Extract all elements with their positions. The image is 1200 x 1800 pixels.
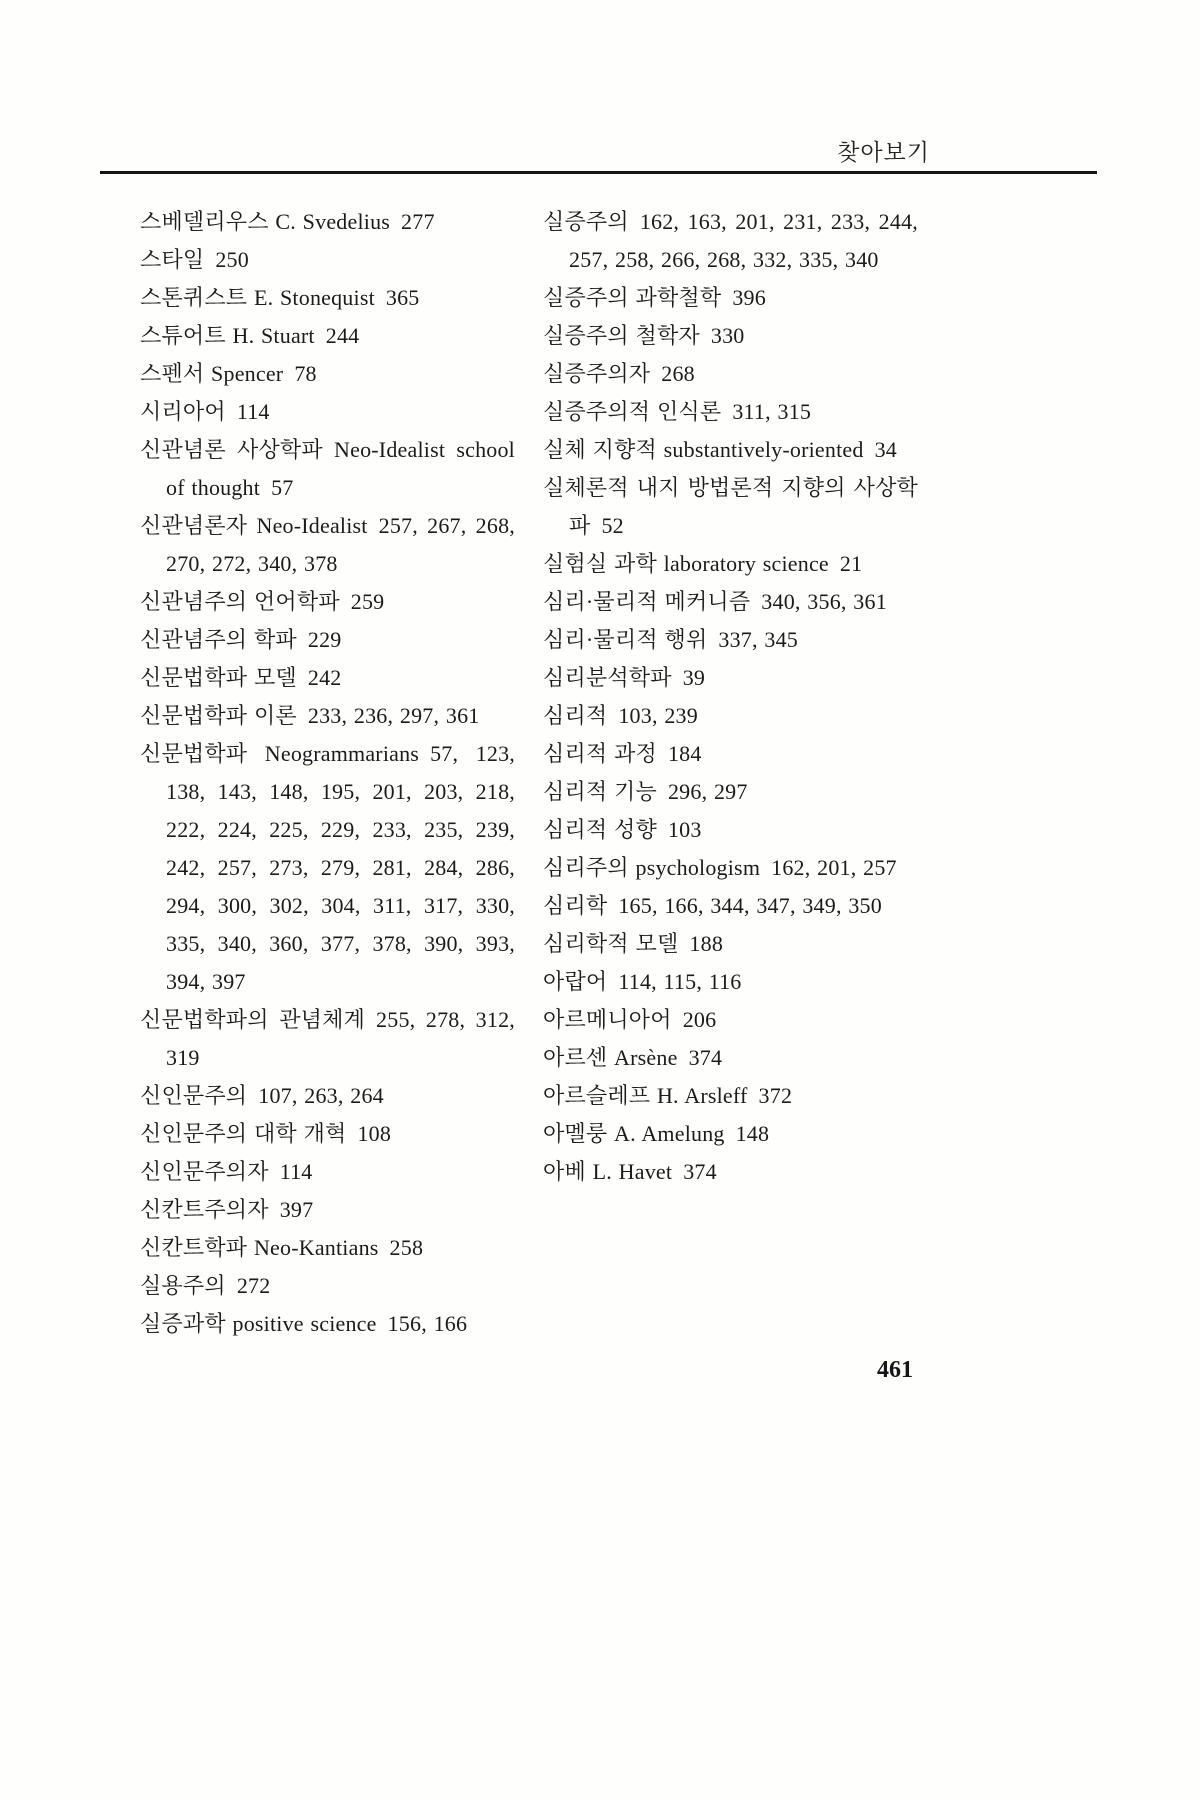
index-page-numbers: 114 xyxy=(279,1159,313,1184)
index-page-numbers: 184 xyxy=(667,741,702,766)
index-term: 신관념론자 Neo-Idealist xyxy=(140,513,368,538)
index-entry xyxy=(140,1115,515,1153)
index-page-numbers: 250 xyxy=(215,247,249,272)
index-term: 스타일 xyxy=(140,247,205,272)
index-entry xyxy=(543,925,918,963)
index-entry xyxy=(543,355,918,393)
index-term: 신문법학파 Neogrammarians xyxy=(140,741,420,766)
index-entry xyxy=(543,203,918,279)
index-page-numbers: 372 xyxy=(758,1083,793,1108)
index-column-left xyxy=(140,203,515,1343)
index-term: 신문법학파 모델 xyxy=(140,665,297,690)
index-entry xyxy=(543,963,918,1001)
index-entry xyxy=(140,1267,515,1305)
index-entry xyxy=(140,735,515,1001)
index-term: 스톤퀴스트 E. Stonequist xyxy=(140,285,375,310)
index-page-numbers: 268 xyxy=(661,361,695,386)
index-term: 스펜서 Spencer xyxy=(140,361,284,386)
index-page-numbers: 272 xyxy=(236,1273,271,1298)
index-term: 심리분석학파 xyxy=(543,665,672,690)
index-page-numbers: 396 xyxy=(732,285,766,310)
index-page-numbers: 108 xyxy=(357,1121,392,1146)
index-entry xyxy=(140,1305,515,1343)
index-entry xyxy=(140,621,515,659)
index-page-numbers: 57, 123, 138, 143, 148, 195, 201, 203, 218, 222, 224, 225, 229, 233, 235, 239, 242, 257, 273, 279, 281, 284, 286, 294, 300, 302, 304, 311, 317, 330, 335, 340, 360, 377, 378, 390, 393, 394, 397 xyxy=(166,741,515,994)
index-term: 신문법학파 이론 xyxy=(140,703,297,728)
index-term: 실체론적 내지 방법론적 지향의 사상학파 xyxy=(543,475,918,538)
index-page-numbers: 244 xyxy=(325,323,360,348)
index-term: 심리적 과정 xyxy=(543,741,657,766)
index-entry xyxy=(543,469,918,545)
index-term: 심리학적 모델 xyxy=(543,931,679,956)
index-page-numbers: 255, 278, 312, 319 xyxy=(166,1007,515,1070)
index-entry xyxy=(543,1077,918,1115)
index-page-numbers: 78 xyxy=(294,361,317,386)
index-term: 신관념론 사상학파 Neo-Idealist school of thought xyxy=(140,437,515,500)
index-term: 신인문주의자 xyxy=(140,1159,269,1184)
index-page-numbers: 165, 166, 344, 347, 349, 350 xyxy=(618,893,882,918)
index-page-numbers: 156, 166 xyxy=(387,1311,468,1336)
index-entry xyxy=(140,431,515,507)
index-page-numbers: 330 xyxy=(710,323,745,348)
index-term: 실증주의적 인식론 xyxy=(543,399,722,424)
index-page-numbers: 103, 239 xyxy=(618,703,698,728)
index-term: 신문법학파의 관념체계 xyxy=(140,1007,366,1032)
index-term: 아베 L. Havet xyxy=(543,1159,673,1184)
index-page-numbers: 188 xyxy=(689,931,724,956)
index-page-numbers: 107, 263, 264 xyxy=(258,1083,384,1108)
index-entry xyxy=(543,431,918,469)
index-page-numbers: 277 xyxy=(401,209,435,234)
page-header xyxy=(100,134,930,167)
index-entry xyxy=(543,773,918,811)
index-term: 신관념주의 학파 xyxy=(140,627,297,652)
index-page-numbers: 34 xyxy=(874,437,897,462)
index-page-numbers: 162, 201, 257 xyxy=(771,855,897,880)
page-number: 461 xyxy=(877,1357,913,1383)
index-entry xyxy=(140,697,515,735)
index-page-numbers: 229 xyxy=(307,627,342,652)
index-term: 실증주의 xyxy=(543,209,629,234)
index-page-numbers: 257, 267, 268, 270, 272, 340, 378 xyxy=(166,513,515,576)
index-entry xyxy=(140,1153,515,1191)
index-entry xyxy=(543,849,918,887)
index-entry xyxy=(543,583,918,621)
index-page-numbers: 206 xyxy=(682,1007,717,1032)
index-term: 심리주의 psychologism xyxy=(543,855,761,880)
index-entry xyxy=(543,279,918,317)
index-term: 심리적 xyxy=(543,703,608,728)
index-term: 심리·물리적 행위 xyxy=(543,627,708,652)
index-page-numbers: 259 xyxy=(350,589,385,614)
index-page-numbers: 365 xyxy=(385,285,420,310)
index-term: 신인문주의 대학 개혁 xyxy=(140,1121,347,1146)
index-term: 아멜룽 A. Amelung xyxy=(543,1121,725,1146)
index-entry xyxy=(140,1001,515,1077)
index-term: 아르슬레프 H. Arsleff xyxy=(543,1083,748,1108)
index-term: 심리적 성향 xyxy=(543,817,657,842)
index-entry xyxy=(543,1039,918,1077)
index-entry xyxy=(140,1077,515,1115)
index-page-numbers: 340, 356, 361 xyxy=(761,589,887,614)
index-page-numbers: 233, 236, 297, 361 xyxy=(307,703,480,728)
index-term: 실용주의 xyxy=(140,1273,226,1298)
index-page-numbers: 337, 345 xyxy=(718,627,799,652)
index-page-numbers: 397 xyxy=(279,1197,314,1222)
index-page-numbers: 103 xyxy=(667,817,702,842)
index-entry xyxy=(543,887,918,925)
index-term: 심리적 기능 xyxy=(543,779,657,804)
index-columns xyxy=(140,203,918,1343)
index-term: 심리학 xyxy=(543,893,608,918)
index-entry xyxy=(140,393,515,431)
index-entry xyxy=(140,1191,515,1229)
index-entry xyxy=(140,507,515,583)
index-entry xyxy=(543,393,918,431)
header-rule xyxy=(100,171,1097,174)
index-term: 실험실 과학 laboratory science xyxy=(543,551,829,576)
index-entry xyxy=(140,241,515,279)
index-page-numbers: 52 xyxy=(601,513,624,538)
index-term: 아르센 Arsène xyxy=(543,1045,678,1070)
index-page-numbers: 148 xyxy=(735,1121,770,1146)
index-term: 신관념주의 언어학파 xyxy=(140,589,340,614)
index-term: 스튜어트 H. Stuart xyxy=(140,323,315,348)
running-head-title: 찾아보기 xyxy=(837,140,930,165)
index-page-numbers: 21 xyxy=(839,551,863,576)
index-entry xyxy=(140,317,515,355)
index-entry xyxy=(543,811,918,849)
index-page-numbers: 374 xyxy=(683,1159,717,1184)
index-term: 실증주의 철학자 xyxy=(543,323,700,348)
index-page-numbers: 242 xyxy=(307,665,342,690)
index-entry xyxy=(543,545,918,583)
index-term: 스베델리우스 C. Svedelius xyxy=(140,209,391,234)
index-entry xyxy=(140,279,515,317)
index-entry xyxy=(543,621,918,659)
index-term: 아르메니아어 xyxy=(543,1007,672,1032)
index-page-numbers: 114 xyxy=(236,399,270,424)
index-term: 아랍어 xyxy=(543,969,608,994)
index-term: 실체 지향적 substantively-oriented xyxy=(543,437,864,462)
index-entry xyxy=(140,1229,515,1267)
index-page-numbers: 296, 297 xyxy=(667,779,748,804)
index-entry xyxy=(543,735,918,773)
index-page-numbers: 374 xyxy=(688,1045,723,1070)
index-page-numbers: 162, 163, 201, 231, 233, 244, 257, 258, 266, 268, 332, 335, 340 xyxy=(569,209,918,272)
index-term: 실증과학 positive science xyxy=(140,1311,377,1336)
index-entry xyxy=(543,697,918,735)
index-column-right xyxy=(543,203,918,1343)
index-page-numbers: 114, 115, 116 xyxy=(618,969,742,994)
index-entry xyxy=(140,355,515,393)
index-entry xyxy=(140,583,515,621)
index-page-numbers: 311, 315 xyxy=(732,399,812,424)
index-term: 신칸트주의자 xyxy=(140,1197,269,1222)
index-page-numbers: 258 xyxy=(389,1235,424,1260)
index-term: 신인문주의 xyxy=(140,1083,248,1108)
index-entry xyxy=(543,1001,918,1039)
index-entry xyxy=(543,1153,918,1191)
index-entry xyxy=(140,659,515,697)
index-entry xyxy=(543,317,918,355)
index-term: 시리아어 xyxy=(140,399,226,424)
index-term: 심리·물리적 메커니즘 xyxy=(543,589,751,614)
index-page-numbers: 39 xyxy=(682,665,706,690)
index-entry xyxy=(543,659,918,697)
index-entry xyxy=(543,1115,918,1153)
index-term: 실증주의자 xyxy=(543,361,651,386)
index-page-numbers: 57 xyxy=(271,475,294,500)
index-term: 실증주의 과학철학 xyxy=(543,285,722,310)
index-entry xyxy=(140,203,515,241)
index-term: 신칸트학파 Neo-Kantians xyxy=(140,1235,379,1260)
